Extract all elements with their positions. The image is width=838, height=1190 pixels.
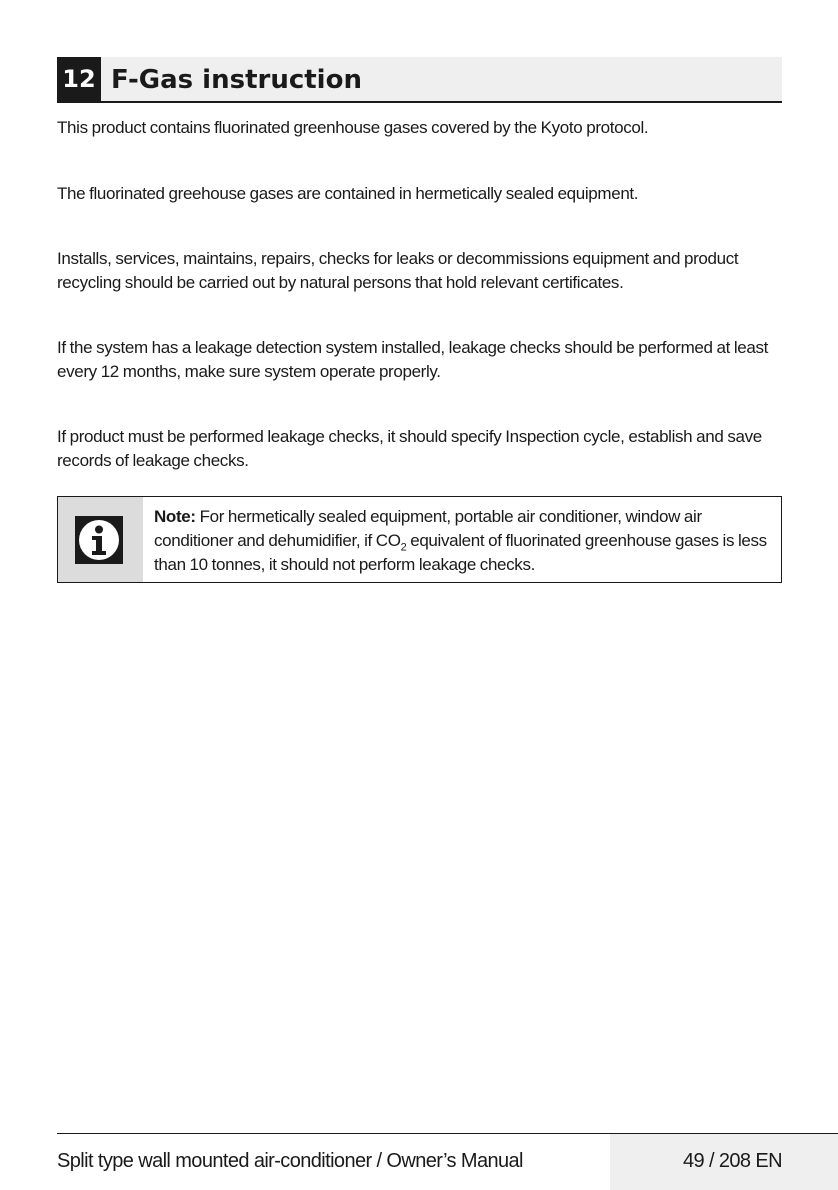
paragraph-kyoto: This product contains fluorinated greenhouse gases covered by the Kyoto protocol. [57,118,649,137]
paragraph-leak-detection: If the system has a leakage detection system installed, leakage checks should be performed at least every 12 months, make sure system operate properly. [57,338,768,381]
note-subscript: 2 [400,541,407,554]
footer-manual-title: Split type wall mounted air-conditioner / Owner’s Manual [57,1150,523,1172]
section-number: 12 [57,57,101,101]
paragraph-inspection-cycle: If product must be performed leakage checks, it should specify Inspection cycle, establish and save records of leakage checks. [57,427,762,470]
paragraph-sealed: The fluorinated greehouse gases are contained in hermetically sealed equipment. [57,184,639,203]
section-title: F-Gas instruction [111,65,362,95]
note-text [154,505,774,577]
footer-page-number: 49 / 208 EN [682,1150,782,1172]
paragraph-certified-persons: Installs, services, maintains, repairs, checks for leaks or decommissions equipment and product recycling should be carried out by natural persons that hold relevant certificates. [57,249,739,292]
note-box [57,496,782,583]
note-icon-area [58,497,143,582]
note-text-before: For hermetically sealed equipment, portable air conditioner, window air conditioner and dehumidifier, if CO [154,507,702,550]
section-header [57,57,782,103]
note-text-after: equivalent of fluorinated greenhouse gases is less than 10 tonnes, it should not perform leakage checks. [154,531,767,574]
note-label: Note: [154,507,196,526]
info-icon [75,516,123,564]
